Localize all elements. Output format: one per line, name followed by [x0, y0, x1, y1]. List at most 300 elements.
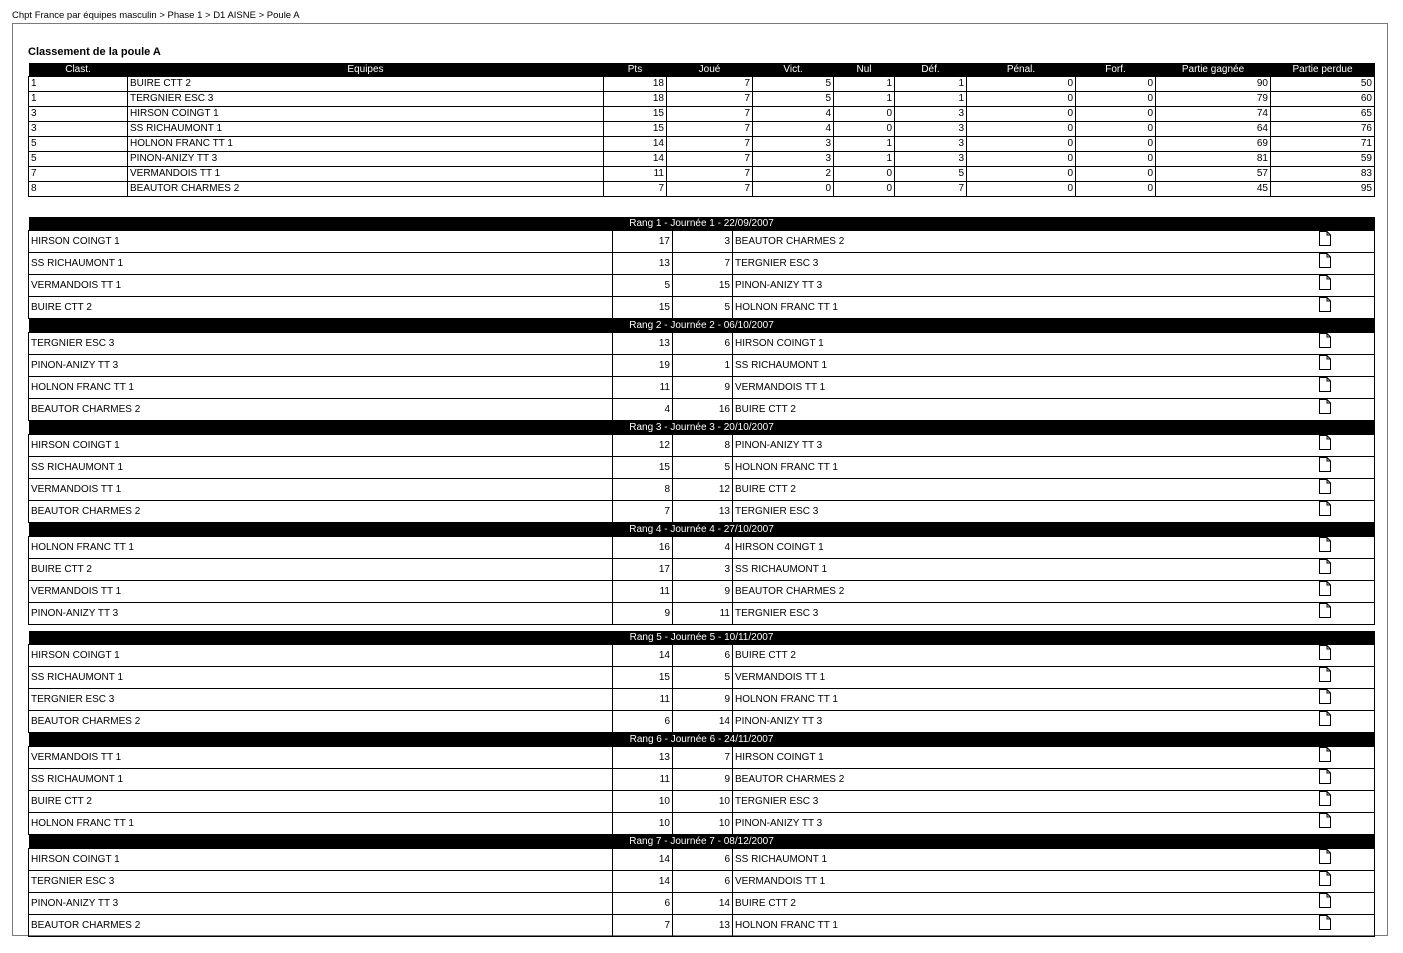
standings-cell: 14 [604, 137, 667, 152]
home-team-cell[interactable]: BEAUTOR CHARMES 2 [29, 915, 613, 937]
match-sheet-cell [1315, 915, 1375, 937]
standings-col-header: Clast. [29, 63, 128, 77]
away-team-cell[interactable]: BEAUTOR CHARMES 2 [733, 231, 1315, 253]
away-score-cell: 15 [673, 275, 733, 297]
document-icon[interactable] [1319, 645, 1331, 666]
home-team-cell[interactable]: PINON-ANIZY TT 3 [29, 893, 613, 915]
standings-table [28, 63, 1375, 197]
away-score-cell: 9 [673, 769, 733, 791]
document-icon[interactable] [1319, 253, 1331, 274]
match-sheet-cell [1315, 791, 1375, 813]
standings-cell: 5 [29, 137, 128, 152]
document-icon[interactable] [1319, 537, 1331, 558]
standings-cell: 14 [604, 152, 667, 167]
away-team-cell[interactable]: HOLNON FRANC TT 1 [733, 689, 1315, 711]
document-icon[interactable] [1319, 559, 1331, 580]
standings-cell: 1 [834, 77, 895, 92]
round-table [28, 733, 1375, 835]
away-team-cell[interactable]: HIRSON COINGT 1 [733, 747, 1315, 769]
away-score-cell: 9 [673, 377, 733, 399]
standings-cell: 79 [1156, 92, 1271, 107]
round-header-row [29, 631, 1375, 645]
away-team-cell[interactable]: BUIRE CTT 2 [733, 479, 1315, 501]
home-team-cell[interactable]: BEAUTOR CHARMES 2 [29, 399, 613, 421]
home-score-cell: 11 [613, 581, 673, 603]
round-table [28, 421, 1375, 523]
match-sheet-cell [1315, 645, 1375, 667]
standings-row [29, 107, 1375, 122]
document-icon[interactable] [1319, 479, 1331, 500]
match-row [29, 849, 1375, 871]
standings-cell: 11 [604, 167, 667, 182]
round-table [28, 217, 1375, 319]
away-team-cell[interactable]: TERGNIER ESC 3 [733, 791, 1315, 813]
standings-row [29, 77, 1375, 92]
away-score-cell: 1 [673, 355, 733, 377]
away-team-cell[interactable]: HOLNON FRANC TT 1 [733, 457, 1315, 479]
document-icon[interactable] [1319, 581, 1331, 602]
standings-cell: 65 [1271, 107, 1375, 122]
standings-cell: 7 [667, 92, 753, 107]
away-team-cell[interactable]: HIRSON COINGT 1 [733, 333, 1315, 355]
away-score-cell: 8 [673, 435, 733, 457]
standings-cell: 50 [1271, 77, 1375, 92]
match-sheet-cell [1315, 747, 1375, 769]
standings-cell: 4 [753, 122, 834, 137]
match-row [29, 377, 1375, 399]
team-name-cell[interactable]: SS RICHAUMONT 1 [128, 122, 604, 137]
home-team-cell[interactable]: TERGNIER ESC 3 [29, 871, 613, 893]
match-sheet-cell [1315, 333, 1375, 355]
home-team-cell[interactable]: HOLNON FRANC TT 1 [29, 537, 613, 559]
standings-cell: 0 [1076, 107, 1156, 122]
team-name-cell[interactable]: VERMANDOIS TT 1 [128, 167, 604, 182]
match-row [29, 501, 1375, 523]
standings-cell: 2 [753, 167, 834, 182]
document-icon[interactable] [1319, 377, 1331, 398]
standings-cell: 1 [895, 92, 967, 107]
breadcrumb[interactable]: Chpt France par équipes masculin > Phase 1 > D1 AISNE > Poule A [12, 10, 300, 21]
document-icon[interactable] [1319, 355, 1331, 376]
document-icon[interactable] [1319, 603, 1331, 624]
home-score-cell: 19 [613, 355, 673, 377]
standings-cell: 69 [1156, 137, 1271, 152]
match-row [29, 457, 1375, 479]
round-header-row [29, 421, 1375, 435]
standings-header-row [29, 63, 1375, 77]
standings-cell: 1 [834, 92, 895, 107]
home-team-cell[interactable]: VERMANDOIS TT 1 [29, 581, 613, 603]
match-row [29, 645, 1375, 667]
home-score-cell: 9 [613, 603, 673, 625]
away-team-cell[interactable]: VERMANDOIS TT 1 [733, 377, 1315, 399]
round-table [28, 319, 1375, 421]
standings-cell: 0 [967, 167, 1076, 182]
away-score-cell: 5 [673, 457, 733, 479]
match-row [29, 275, 1375, 297]
match-sheet-cell [1315, 711, 1375, 733]
round-header-row [29, 835, 1375, 849]
standings-col-header: Partie gagnée [1156, 63, 1271, 77]
match-row [29, 689, 1375, 711]
away-team-cell[interactable]: TERGNIER ESC 3 [733, 603, 1315, 625]
standings-col-header: Partie perdue [1271, 63, 1375, 77]
match-sheet-cell [1315, 435, 1375, 457]
standings-col-header: Equipes [128, 63, 604, 77]
match-sheet-cell [1315, 501, 1375, 523]
home-team-cell[interactable]: SS RICHAUMONT 1 [29, 457, 613, 479]
match-sheet-cell [1315, 231, 1375, 253]
away-score-cell: 4 [673, 537, 733, 559]
round-title: Rang 2 - Journée 2 - 06/10/2007 [29, 319, 1375, 333]
standings-cell: 7 [667, 137, 753, 152]
home-score-cell: 15 [613, 667, 673, 689]
standings-cell: 3 [29, 107, 128, 122]
home-team-cell[interactable]: HIRSON COINGT 1 [29, 435, 613, 457]
standings-cell: 0 [1076, 152, 1156, 167]
home-score-cell: 11 [613, 769, 673, 791]
match-sheet-cell [1315, 537, 1375, 559]
away-team-cell[interactable]: BUIRE CTT 2 [733, 893, 1315, 915]
match-sheet-cell [1315, 457, 1375, 479]
match-sheet-cell [1315, 479, 1375, 501]
standings-cell: 7 [29, 167, 128, 182]
away-score-cell: 3 [673, 559, 733, 581]
standings-cell: 1 [895, 77, 967, 92]
standings-cell: 7 [667, 152, 753, 167]
standings-row [29, 122, 1375, 137]
away-score-cell: 5 [673, 297, 733, 319]
home-score-cell: 10 [613, 813, 673, 835]
away-team-cell[interactable]: PINON-ANIZY TT 3 [733, 711, 1315, 733]
round-title: Rang 6 - Journée 6 - 24/11/2007 [29, 733, 1375, 747]
home-score-cell: 15 [613, 457, 673, 479]
away-score-cell: 10 [673, 813, 733, 835]
standings-cell: 0 [753, 182, 834, 197]
round-header-row [29, 217, 1375, 231]
match-sheet-cell [1315, 871, 1375, 893]
standings-row [29, 92, 1375, 107]
team-name-cell[interactable]: TERGNIER ESC 3 [128, 92, 604, 107]
standings-row [29, 182, 1375, 197]
document-icon[interactable] [1319, 275, 1331, 296]
home-score-cell: 13 [613, 253, 673, 275]
home-team-cell[interactable]: HIRSON COINGT 1 [29, 231, 613, 253]
match-sheet-cell [1315, 667, 1375, 689]
standings-cell: 74 [1156, 107, 1271, 122]
standings-col-header: Forf. [1076, 63, 1156, 77]
home-team-cell[interactable]: VERMANDOIS TT 1 [29, 479, 613, 501]
away-score-cell: 11 [673, 603, 733, 625]
standings-cell: 0 [967, 122, 1076, 137]
standings-col-header: Pts [604, 63, 667, 77]
standings-cell: 3 [753, 137, 834, 152]
standings-cell: 3 [895, 137, 967, 152]
away-team-cell[interactable]: TERGNIER ESC 3 [733, 253, 1315, 275]
standings-cell: 3 [895, 152, 967, 167]
standings-cell: 0 [1076, 122, 1156, 137]
away-score-cell: 6 [673, 871, 733, 893]
away-team-cell[interactable]: TERGNIER ESC 3 [733, 501, 1315, 523]
standings-cell: 59 [1271, 152, 1375, 167]
away-score-cell: 6 [673, 849, 733, 871]
home-score-cell: 10 [613, 791, 673, 813]
standings-cell: 0 [967, 137, 1076, 152]
match-row [29, 435, 1375, 457]
standings-cell: 0 [834, 182, 895, 197]
standings-cell: 7 [667, 77, 753, 92]
home-score-cell: 14 [613, 871, 673, 893]
away-team-cell[interactable]: SS RICHAUMONT 1 [733, 559, 1315, 581]
home-score-cell: 6 [613, 893, 673, 915]
home-team-cell[interactable]: VERMANDOIS TT 1 [29, 747, 613, 769]
home-team-cell[interactable]: BEAUTOR CHARMES 2 [29, 711, 613, 733]
match-row [29, 711, 1375, 733]
home-team-cell[interactable]: PINON-ANIZY TT 3 [29, 355, 613, 377]
standings-cell: 7 [895, 182, 967, 197]
standings-cell: 57 [1156, 167, 1271, 182]
home-score-cell: 12 [613, 435, 673, 457]
away-team-cell[interactable]: BEAUTOR CHARMES 2 [733, 581, 1315, 603]
round-table [28, 835, 1375, 937]
standings-row [29, 137, 1375, 152]
team-name-cell[interactable]: HOLNON FRANC TT 1 [128, 137, 604, 152]
away-team-cell[interactable]: PINON-ANIZY TT 3 [733, 435, 1315, 457]
standings-col-header: Nul [834, 63, 895, 77]
standings-cell: 45 [1156, 182, 1271, 197]
standings-cell: 0 [1076, 77, 1156, 92]
home-team-cell[interactable]: BEAUTOR CHARMES 2 [29, 501, 613, 523]
match-row [29, 537, 1375, 559]
document-icon[interactable] [1319, 667, 1331, 688]
home-score-cell: 16 [613, 537, 673, 559]
standings-cell: 15 [604, 122, 667, 137]
standings-col-header: Vict. [753, 63, 834, 77]
away-team-cell[interactable]: BEAUTOR CHARMES 2 [733, 769, 1315, 791]
away-score-cell: 9 [673, 581, 733, 603]
away-team-cell[interactable]: VERMANDOIS TT 1 [733, 667, 1315, 689]
match-row [29, 479, 1375, 501]
standings-cell: 4 [753, 107, 834, 122]
document-icon[interactable] [1319, 747, 1331, 768]
document-icon[interactable] [1319, 297, 1331, 318]
match-sheet-cell [1315, 581, 1375, 603]
match-row [29, 355, 1375, 377]
away-team-cell[interactable]: PINON-ANIZY TT 3 [733, 813, 1315, 835]
standings-cell: 90 [1156, 77, 1271, 92]
home-score-cell: 5 [613, 275, 673, 297]
match-row [29, 231, 1375, 253]
round-table [28, 631, 1375, 733]
home-team-cell[interactable]: SS RICHAUMONT 1 [29, 769, 613, 791]
away-score-cell: 3 [673, 231, 733, 253]
match-sheet-cell [1315, 377, 1375, 399]
document-icon[interactable] [1319, 769, 1331, 790]
away-score-cell: 7 [673, 747, 733, 769]
standings-cell: 7 [604, 182, 667, 197]
home-score-cell: 14 [613, 645, 673, 667]
match-row [29, 871, 1375, 893]
round-header-row [29, 319, 1375, 333]
home-team-cell[interactable]: SS RICHAUMONT 1 [29, 253, 613, 275]
standings-cell: 1 [834, 152, 895, 167]
standings-cell: 1 [29, 77, 128, 92]
match-sheet-cell [1315, 559, 1375, 581]
standings-cell: 1 [29, 92, 128, 107]
home-score-cell: 15 [613, 297, 673, 319]
standings-col-header: Déf. [895, 63, 967, 77]
standings-col-header: Pénal. [967, 63, 1076, 77]
round-table [28, 523, 1375, 625]
document-icon[interactable] [1319, 849, 1331, 870]
document-icon[interactable] [1319, 399, 1331, 420]
away-score-cell: 16 [673, 399, 733, 421]
away-score-cell: 6 [673, 333, 733, 355]
round-title: Rang 5 - Journée 5 - 10/11/2007 [29, 631, 1375, 645]
match-row [29, 603, 1375, 625]
home-team-cell[interactable]: HIRSON COINGT 1 [29, 645, 613, 667]
document-icon[interactable] [1319, 871, 1331, 892]
standings-cell: 5 [753, 77, 834, 92]
document-icon[interactable] [1319, 457, 1331, 478]
match-row [29, 333, 1375, 355]
document-icon[interactable] [1319, 791, 1331, 812]
away-team-cell[interactable]: PINON-ANIZY TT 3 [733, 275, 1315, 297]
home-team-cell[interactable]: TERGNIER ESC 3 [29, 333, 613, 355]
match-row [29, 893, 1375, 915]
team-name-cell[interactable]: BEAUTOR CHARMES 2 [128, 182, 604, 197]
standings-cell: 0 [834, 122, 895, 137]
match-sheet-cell [1315, 689, 1375, 711]
away-team-cell[interactable]: BUIRE CTT 2 [733, 645, 1315, 667]
standings-cell: 5 [895, 167, 967, 182]
match-row [29, 791, 1375, 813]
home-team-cell[interactable]: HIRSON COINGT 1 [29, 849, 613, 871]
home-team-cell[interactable]: HOLNON FRANC TT 1 [29, 377, 613, 399]
round-title: Rang 1 - Journée 1 - 22/09/2007 [29, 217, 1375, 231]
standings-cell: 0 [1076, 182, 1156, 197]
match-row [29, 297, 1375, 319]
home-score-cell: 6 [613, 711, 673, 733]
away-score-cell: 6 [673, 645, 733, 667]
team-name-cell[interactable]: PINON-ANIZY TT 3 [128, 152, 604, 167]
standings-cell: 1 [834, 137, 895, 152]
standings-cell: 5 [29, 152, 128, 167]
match-row [29, 399, 1375, 421]
home-score-cell: 11 [613, 689, 673, 711]
home-team-cell[interactable]: BUIRE CTT 2 [29, 297, 613, 319]
match-sheet-cell [1315, 849, 1375, 871]
standings-cell: 3 [895, 107, 967, 122]
home-score-cell: 7 [613, 501, 673, 523]
away-team-cell[interactable]: SS RICHAUMONT 1 [733, 849, 1315, 871]
standings-cell: 0 [967, 92, 1076, 107]
standings-cell: 81 [1156, 152, 1271, 167]
round-title: Rang 7 - Journée 7 - 08/12/2007 [29, 835, 1375, 849]
away-team-cell[interactable]: HOLNON FRANC TT 1 [733, 297, 1315, 319]
away-score-cell: 5 [673, 667, 733, 689]
away-team-cell[interactable]: BUIRE CTT 2 [733, 399, 1315, 421]
document-icon[interactable] [1319, 813, 1331, 834]
document-icon[interactable] [1319, 231, 1331, 252]
away-team-cell[interactable]: HIRSON COINGT 1 [733, 537, 1315, 559]
home-score-cell: 14 [613, 849, 673, 871]
standings-cell: 64 [1156, 122, 1271, 137]
home-team-cell[interactable]: BUIRE CTT 2 [29, 791, 613, 813]
away-team-cell[interactable]: HOLNON FRANC TT 1 [733, 915, 1315, 937]
away-team-cell[interactable]: SS RICHAUMONT 1 [733, 355, 1315, 377]
standings-cell: 3 [895, 122, 967, 137]
home-team-cell[interactable]: SS RICHAUMONT 1 [29, 667, 613, 689]
standings-cell: 76 [1271, 122, 1375, 137]
standings-cell: 18 [604, 92, 667, 107]
standings-row [29, 152, 1375, 167]
home-score-cell: 13 [613, 333, 673, 355]
home-team-cell[interactable]: BUIRE CTT 2 [29, 559, 613, 581]
match-row [29, 747, 1375, 769]
home-team-cell[interactable]: VERMANDOIS TT 1 [29, 275, 613, 297]
match-sheet-cell [1315, 399, 1375, 421]
standings-cell: 7 [667, 182, 753, 197]
match-row [29, 769, 1375, 791]
standings-cell: 0 [1076, 137, 1156, 152]
standings-cell: 60 [1271, 92, 1375, 107]
standings-cell: 0 [967, 77, 1076, 92]
home-team-cell[interactable]: PINON-ANIZY TT 3 [29, 603, 613, 625]
standings-cell: 3 [29, 122, 128, 137]
document-icon[interactable] [1319, 689, 1331, 710]
home-score-cell: 13 [613, 747, 673, 769]
team-name-cell[interactable]: HIRSON COINGT 1 [128, 107, 604, 122]
match-sheet-cell [1315, 603, 1375, 625]
standings-cell: 0 [1076, 167, 1156, 182]
document-icon[interactable] [1319, 435, 1331, 456]
standings-cell: 0 [967, 182, 1076, 197]
standings-col-header: Joué [667, 63, 753, 77]
match-sheet-cell [1315, 297, 1375, 319]
round-title: Rang 3 - Journée 3 - 20/10/2007 [29, 421, 1375, 435]
away-score-cell: 10 [673, 791, 733, 813]
match-row [29, 667, 1375, 689]
away-score-cell: 14 [673, 711, 733, 733]
document-icon[interactable] [1319, 893, 1331, 914]
home-score-cell: 4 [613, 399, 673, 421]
home-team-cell[interactable]: TERGNIER ESC 3 [29, 689, 613, 711]
document-icon[interactable] [1319, 711, 1331, 732]
standings-row [29, 167, 1375, 182]
standings-cell: 5 [753, 92, 834, 107]
standings-cell: 18 [604, 77, 667, 92]
away-score-cell: 7 [673, 253, 733, 275]
document-icon[interactable] [1319, 915, 1331, 936]
document-icon[interactable] [1319, 333, 1331, 354]
standings-cell: 0 [834, 107, 895, 122]
standings-cell: 71 [1271, 137, 1375, 152]
standings-cell: 0 [967, 152, 1076, 167]
document-icon[interactable] [1319, 501, 1331, 522]
match-row [29, 559, 1375, 581]
home-score-cell: 11 [613, 377, 673, 399]
standings-cell: 0 [967, 107, 1076, 122]
standings-cell: 95 [1271, 182, 1375, 197]
team-name-cell[interactable]: BUIRE CTT 2 [128, 77, 604, 92]
match-row [29, 253, 1375, 275]
away-team-cell[interactable]: VERMANDOIS TT 1 [733, 871, 1315, 893]
match-row [29, 581, 1375, 603]
away-score-cell: 14 [673, 893, 733, 915]
home-score-cell: 17 [613, 231, 673, 253]
home-team-cell[interactable]: HOLNON FRANC TT 1 [29, 813, 613, 835]
